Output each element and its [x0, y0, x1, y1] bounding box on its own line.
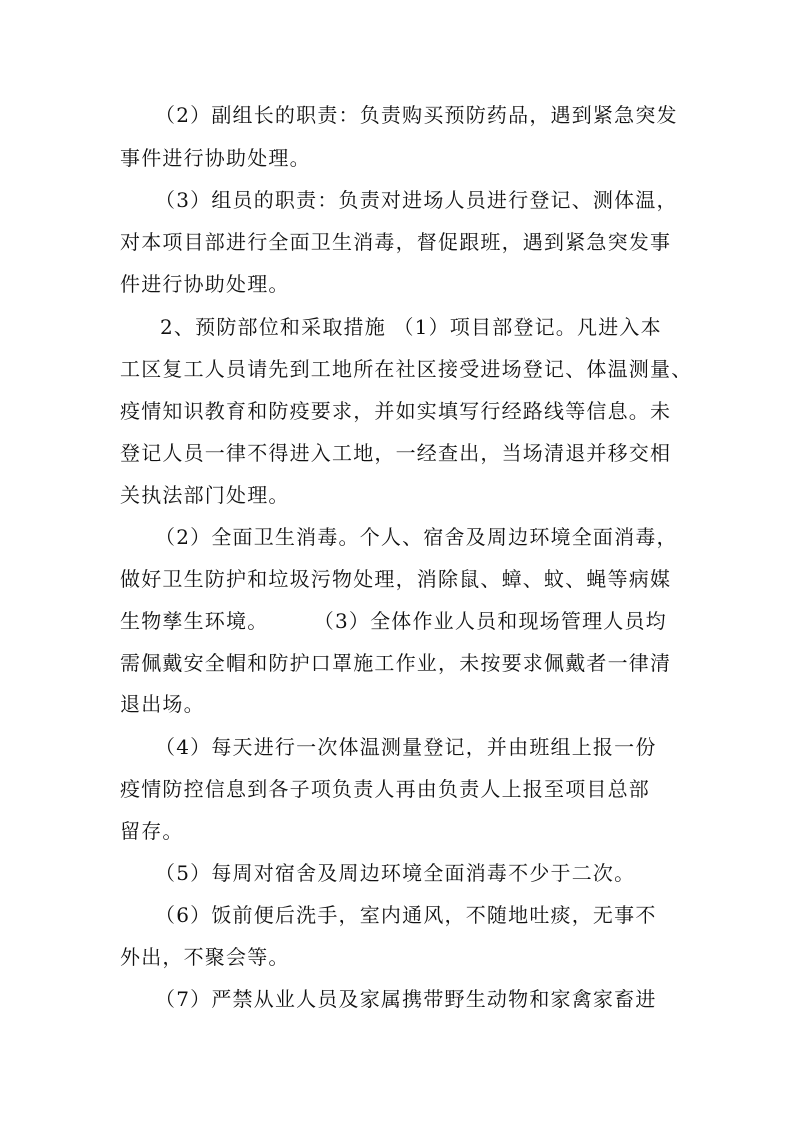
text-line: 需佩戴安全帽和防护口罩施工作业，未按要求佩戴者一律清 [120, 651, 672, 675]
text-line: 关执法部门处理。 [120, 483, 290, 507]
text-line: 留存。 [120, 819, 184, 843]
text-line: （2）副组长的职责：负责购买预防药品，遇到紧急突发 [155, 103, 678, 127]
text-line: 外出，不聚会等。 [120, 945, 290, 969]
text-line: 疫情知识教育和防疫要求，并如实填写行经路线等信息。未 [120, 399, 672, 423]
text-line: 2、预防部位和采取措施 （1）项目部登记。凡进入本 [160, 315, 662, 339]
text-line: （2）全面卫生消毒。个人、宿舍及周边环境全面消毒， [155, 525, 678, 549]
text-line: （5）每周对宿舍及周边环境全面消毒不少于二次。 [155, 861, 636, 885]
text-line: 疫情防控信息到各子项负责人再由负责人上报至项目总部 [120, 777, 650, 801]
text-line: 工区复工人员请先到工地所在社区接受进场登记、体温测量、 [120, 357, 693, 381]
text-line: （7）严禁从业人员及家属携带野生动物和家禽家畜进 [155, 987, 657, 1011]
text-line: （4）每天进行一次体温测量登记，并由班组上报一份 [155, 735, 657, 759]
text-line: 对本项目部进行全面卫生消毒，督促跟班，遇到紧急突发事 [120, 230, 672, 254]
text-line: 登记人员一律不得进入工地，一经查出，当场清退并移交相 [120, 441, 672, 465]
text-line: 退出场。 [120, 692, 205, 716]
text-line: （3）组员的职责：负责对进场人员进行登记、测体温， [155, 188, 678, 212]
text-line: 做好卫生防护和垃圾污物处理，消除鼠、蟑、蚊、蝇等病媒 [120, 567, 672, 591]
text-line: 件进行协助处理。 [120, 272, 290, 296]
text-line: 生物孳生环境。 （3）全体作业人员和现场管理人员均 [120, 609, 667, 633]
text-line: 事件进行协助处理。 [120, 146, 311, 170]
text-line: （6）饭前便后洗手，室内通风，不随地吐痰，无事不 [155, 903, 657, 927]
